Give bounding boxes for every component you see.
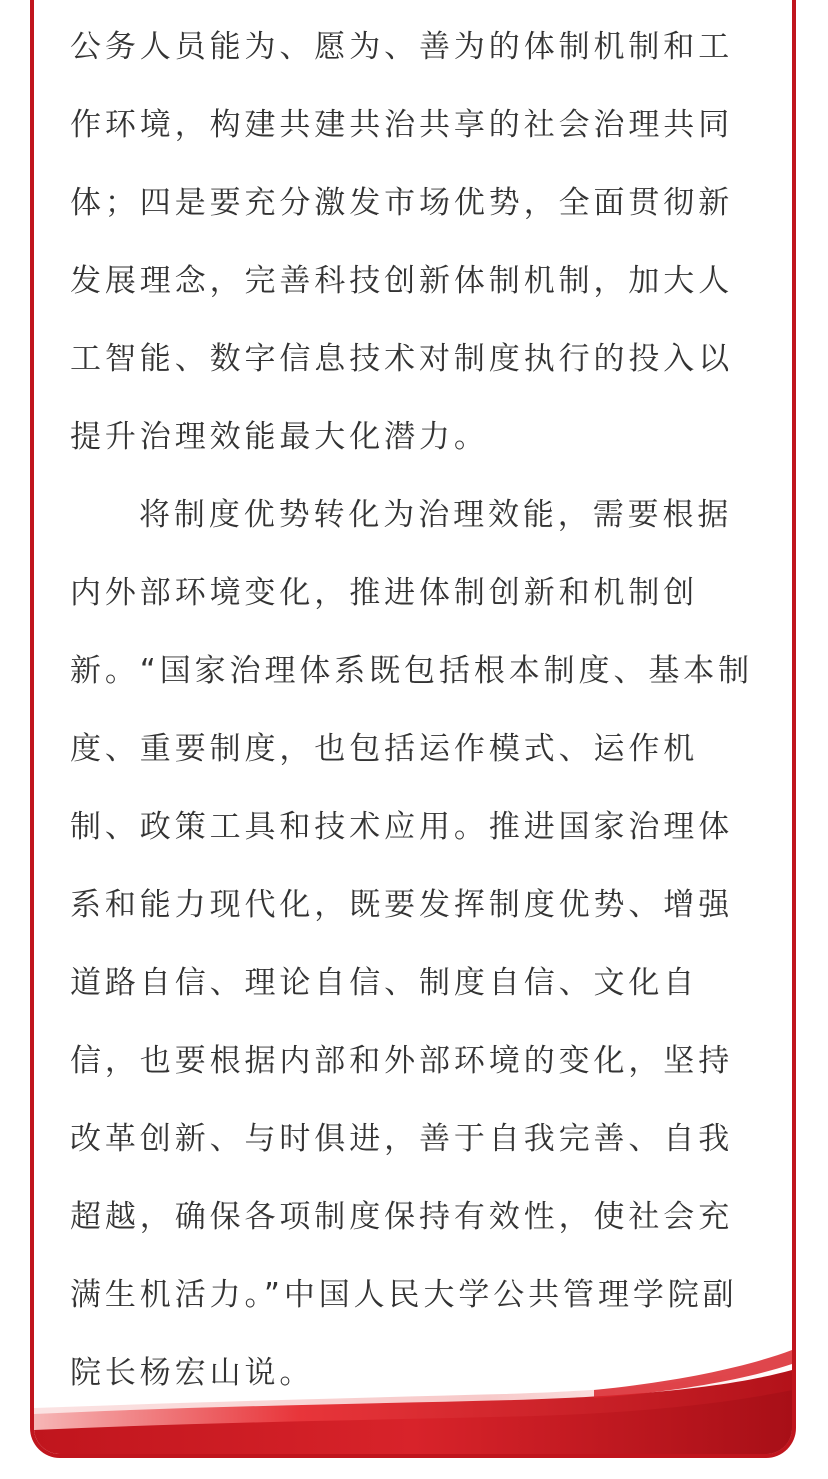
paragraph-2: 将制度优势转化为治理效能，需要根据内外部环境变化，推进体制创新和机制创新。“国家治理体系既包括根本制度、基本制度、重要制度，也包括运作模式、运作机制、政策工具和技术应用。推进国家治理体系和能力现代化，既要发挥制度优势、增强道路自信、理论自信、制度自信、文化自信，也要根据内部和外部环境的变化，坚持改革创新、与时俱进，善于自我完善、自我超越，确保各项制度保持有效性，使社会充满生机活力。”中国人民大学公共管理学院副院长杨宏山说。: [70, 497, 754, 1391]
red-ribbon-decoration: [34, 1350, 792, 1454]
paragraph-1: 公务人员能为、愿为、善为的体制机制和工作环境，构建共建共治共享的社会治理共同体；四是要充分激发市场优势，全面贯彻新发展理念，完善科技创新体制机制，加大人工智能、数字信息技术对制度执行的投入以提升治理效能最大化潜力。: [70, 29, 734, 455]
article-body: [70, 8, 760, 1412]
red-frame: [30, 0, 796, 1458]
